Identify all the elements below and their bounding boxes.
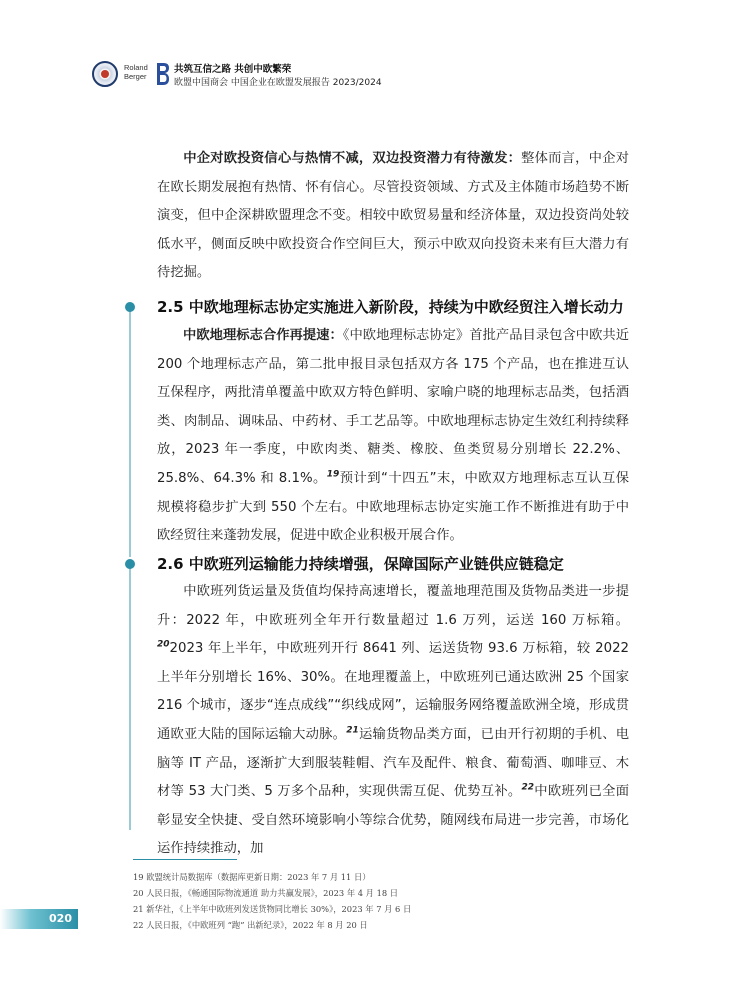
paragraph-body-c: 运输货物品类方面，已由开行初期的手机、电脑等 IT 产品，逐渐扩大到服装鞋帽、汽车及配件、粮食、葡萄酒、咖啡豆、木材等 53 大门类、5 万多个品种，实现供需互促、优势互补。 (157, 726, 630, 800)
footnote-divider (133, 859, 237, 860)
section-timeline-line (129, 307, 131, 557)
header-title-line1: 共筑互信之路 共创中欧繁荣 (174, 64, 292, 75)
brand-line2: Berger (124, 72, 147, 81)
page-number-tab (0, 909, 78, 929)
paragraph-body-a: 中欧班列货运量及货值均保持高速增长，覆盖地理范围及货物品类进一步提升：2022 年，中欧班列全年开行数量超过 1.6 万列，运送 160 万标箱。 (157, 584, 629, 628)
section-title-2-5: 2.5 中欧地理标志协定实施进入新阶段，持续为中欧经贸注入增长动力 (157, 298, 624, 316)
paragraph-body: 整体而言，中企对在欧长期发展抱有热情、怀有信心。尽管投资领域、方式及主体随市场趋势不断演变，但中企深耕欧盟理念不变。相较中欧贸易量和经济体量，双边投资尚处较低水平，侧面反映中欧投资合作空间巨大，预示中欧双向投资未来有巨大潜力有待挖掘。 (157, 151, 630, 281)
footnote-ref: 21 (346, 725, 359, 736)
roland-berger-b-logo-icon (156, 62, 170, 86)
paragraph-body-b: 预计到“十四五”末，中欧双方地理标志互认互保规模将稳步扩大到 550 个左右。中欧地理标志协定实施工作不断推进有助于中欧经贸往来蓬勃发展，促进中欧企业积极开展合作。 (157, 470, 629, 544)
paragraph-gi-agreement (157, 322, 629, 551)
footnote-ref: 19 (326, 469, 340, 480)
paragraph-lead: 中企对欧投资信心与热情不减，双边投资潜力有待激发： (183, 151, 522, 166)
footnote-22: 22 人民日报，《中欧班列 “跑” 出新纪录》，2022 年 8 月 20 日 (133, 920, 368, 930)
footnote-20: 20 人民日报，《畅通国际物流通道 助力共赢发展》，2023 年 4 月 18 日 (133, 888, 399, 898)
report-header (92, 60, 492, 90)
section-timeline-line (129, 568, 131, 830)
roland-berger-logo-text (124, 63, 148, 81)
footnote-19: 19 欧盟统计局数据库（数据库更新日期：2023 年 7 月 11 日） (133, 872, 371, 882)
header-title-line2: 欧盟中国商会 中国企业在欧盟发展报告 2023/2024 (174, 78, 382, 88)
section-title-2-6: 2.6 中欧班列运输能力持续增强，保障国际产业链供应链稳定 (157, 555, 564, 573)
footnote-ref: 20 (157, 639, 170, 650)
footnote-ref: 22 (521, 782, 535, 793)
section-bullet-icon (125, 302, 135, 312)
paragraph-body-b: 2023 年上半年，中欧班列开行 8641 列、运送货物 93.6 万标箱，较 2022 上半年分别增长 16%、30%。在地理覆盖上，中欧班列已通达欧洲 25 个国家 216 个城市，逐步“连点成线”“织线成网”，运输服务网络覆盖欧洲全境，形成贯通欧亚大陆的国际运输大动脉。 (157, 641, 629, 742)
paragraph-china-europe-railway (157, 578, 629, 864)
page-number: 020 (49, 912, 72, 925)
brand-line1: Roland (124, 63, 148, 72)
footnotes (133, 869, 411, 933)
paragraph-body-a: 《中欧地理标志协定》首批产品目录包含中欧共近 200 个地理标志产品，第二批申报目录包括双方各 175 个产品，也在推进互认互保程序，两批清单覆盖中欧双方特色鲜明、家喻户晓的地理标志品类，包括酒类、肉制品、调味品、中药材、手工艺品等。中欧地理标志协定生效红利持续释放，2023 年一季度，中欧肉类、糖类、橡胶、鱼类贸易分别增长 22.2%、25.8%、64.3% 和 8.1%。 (157, 328, 629, 486)
paragraph-body-d: 中欧班列已全面彰显安全快捷、受自然环境影响小等综合优势，随网线布局进一步完善，市场化运作持续推动，加 (157, 784, 630, 857)
footnote-21: 21 新华社，《上半年中欧班列发送货物同比增长 30%》，2023 年 7 月 6 日 (133, 904, 412, 914)
paragraph-lead: 中欧地理标志合作再提速： (183, 328, 343, 343)
section-bullet-icon (125, 559, 135, 569)
chamber-emblem-icon (92, 61, 118, 87)
paragraph-investment-confidence (157, 145, 629, 288)
